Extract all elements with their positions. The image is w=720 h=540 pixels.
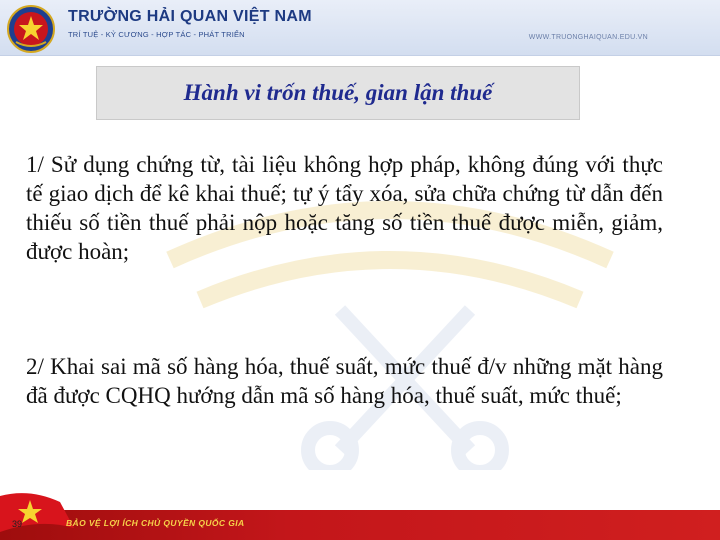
paragraph-2: 2/ Khai sai mã số hàng hóa, thuế suất, mức thuế đ/v những mặt hàng đã được CQHQ hướng dẫn mã số hàng hóa, thuế suất, mức thuế; (26, 354, 663, 408)
footer-slogan: BẢO VỆ LỢI ÍCH CHỦ QUYỀN QUỐC GIA (66, 518, 245, 528)
page-number: 39 (12, 519, 23, 529)
header-band (0, 0, 720, 56)
slide-title: Hành vi trốn thuế, gian lận thuế (183, 80, 493, 105)
school-motto: TRÍ TUỆ - KỶ CƯƠNG - HỢP TÁC - PHÁT TRIỂN (68, 30, 245, 39)
vietnam-flag-icon (0, 488, 80, 540)
paragraph-1: 1/ Sử dụng chứng từ, tài liệu không hợp pháp, không đúng với thực tế giao dịch để kê khai thuế; tự ý tẩy xóa, sửa chữa chứng từ dẫn đến thiếu số tiền thuế phải nộp hoặc tăng số tiền thuế được miễn, giảm, được hoàn; (26, 152, 663, 264)
website-url: WWW.TRUONGHAIQUAN.EDU.VN (528, 34, 648, 41)
slide-title-box (96, 66, 580, 120)
customs-emblem-icon (6, 4, 56, 54)
school-name: TRƯỜNG HẢI QUAN VIỆT NAM (68, 8, 312, 25)
